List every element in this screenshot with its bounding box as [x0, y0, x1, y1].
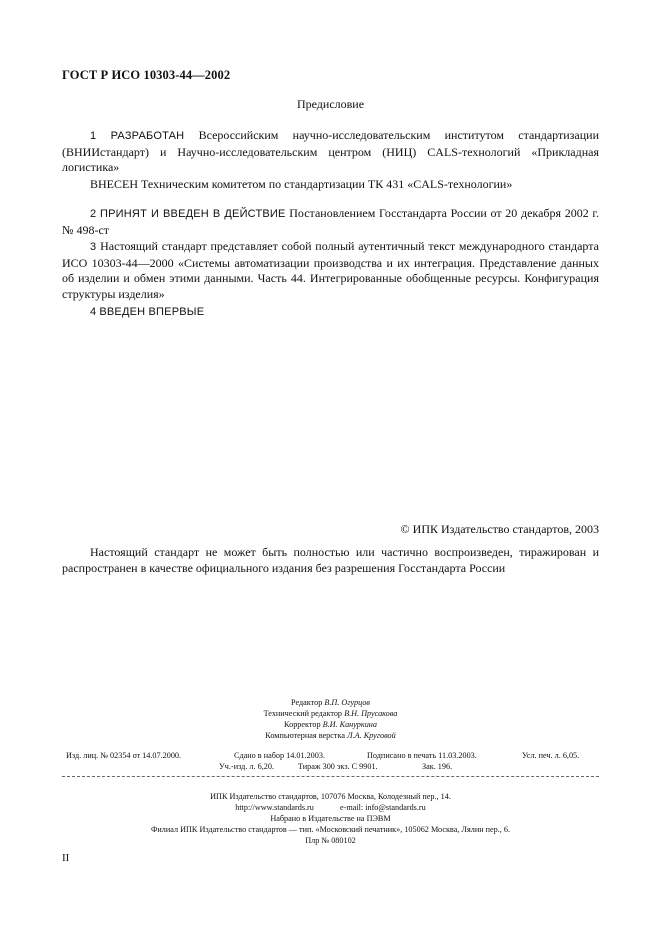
credit-tech-editor: [0, 708, 661, 720]
item2-caps: ПРИНЯТ И ВВЕДЕН В ДЕЙСТВИЕ: [100, 208, 286, 220]
publisher-email[interactable]: e-mail: info@standards.ru: [339, 803, 426, 812]
set-date: Сдано в набор 14.01.2003.: [234, 751, 326, 760]
preface-item-2: [62, 206, 599, 238]
item2-num: 2: [90, 208, 97, 220]
submitted-caps: ВНЕСЕН: [90, 177, 138, 191]
copyright: © ИПК Издательство стандартов, 2003: [400, 522, 599, 536]
preface-item-4: [62, 304, 599, 321]
publisher-website[interactable]: http://www.standards.ru: [235, 803, 314, 812]
print-run: Тираж 300 экз. С 9901.: [298, 762, 378, 771]
print-date: Подписано в печать 11.03.2003.: [367, 751, 477, 760]
credit-editor: [0, 697, 661, 709]
item4-caps: ВВЕДЕН ВПЕРВЫЕ: [99, 306, 205, 318]
item3-num: 3: [90, 241, 97, 253]
order-number: Зак. 196.: [422, 762, 453, 771]
editor-name: В.П. Огурцов: [324, 698, 370, 707]
layout-label: Компьютерная верстка: [265, 731, 345, 740]
edu-sheets: Уч.-изд. л. 6,20.: [219, 762, 274, 771]
branch-note: Филиал ИПК Издательство стандартов — тип. «Московский печатник», 105062 Москва, Лялин пер., 6.: [150, 825, 511, 834]
editor-label: Редактор: [291, 698, 323, 707]
item1-text: Всероссийским научно-исследовательским институтом стандартизации (ВНИИстандарт) и Научно-исследовательским центром (НИЦ) CALS-технологий «Прикладная логистика»: [62, 128, 600, 174]
page-number: II: [62, 852, 70, 864]
corrector-name: В.И. Кануркина: [322, 720, 377, 729]
print-sheets: Усл. печ. л. 6,05.: [522, 751, 580, 760]
preface-item-1: [62, 128, 599, 176]
item2-text: Постановлением Госстандарта России от 20 декабря 2002 г. № 498-ст: [62, 206, 599, 237]
standard-code: ГОСТ Р ИСО 10303-44—2002: [62, 68, 231, 82]
layout-name: Л.А. Круговой: [347, 731, 396, 740]
item1-caps: РАЗРАБОТАН: [110, 130, 185, 142]
reproduction-notice: Настоящий стандарт не может быть полностью или частично воспроизведен, тиражирован и распространен в качестве официального издания без разрешения Госстандарта России: [62, 545, 599, 575]
item3-text: Настоящий стандарт представляет собой полный аутентичный текст международного стандарта ИСО 10303-44—2000 «Системы автоматизации производства и их интеграция. Представление данных об изделии и обмен этими данными. Часть 44. Интегрированные обобщенные ресурсы. Конфигурация структуры изделия»: [62, 239, 599, 301]
preface-item-3: [62, 239, 599, 302]
preface-title: Предисловие: [296, 97, 365, 111]
tech-editor-name: В.Н. Прусакова: [344, 709, 398, 718]
item4-num: 4: [90, 306, 97, 318]
corrector-label: Корректор: [284, 720, 321, 729]
plr-number: Плр № 080102: [305, 836, 356, 845]
submitted-text: Техническим комитетом по стандартизации ТК 431 «CALS-технологии»: [141, 177, 513, 191]
credit-layout: [0, 730, 661, 742]
preface-submitted: [62, 177, 599, 193]
item1-num: 1: [90, 130, 97, 142]
publisher-contacts: [0, 802, 661, 814]
credit-corrector: [0, 719, 661, 731]
publisher-address: ИПК Издательство стандартов, 107076 Москва, Колодезный пер., 14.: [210, 792, 451, 801]
typeset-note: Набрано в Издательстве на ПЭВМ: [270, 814, 391, 823]
tech-editor-label: Технический редактор: [263, 709, 343, 718]
separator-line: [62, 776, 599, 777]
license: Изд. лиц. № 02354 от 14.07.2000.: [66, 751, 182, 760]
